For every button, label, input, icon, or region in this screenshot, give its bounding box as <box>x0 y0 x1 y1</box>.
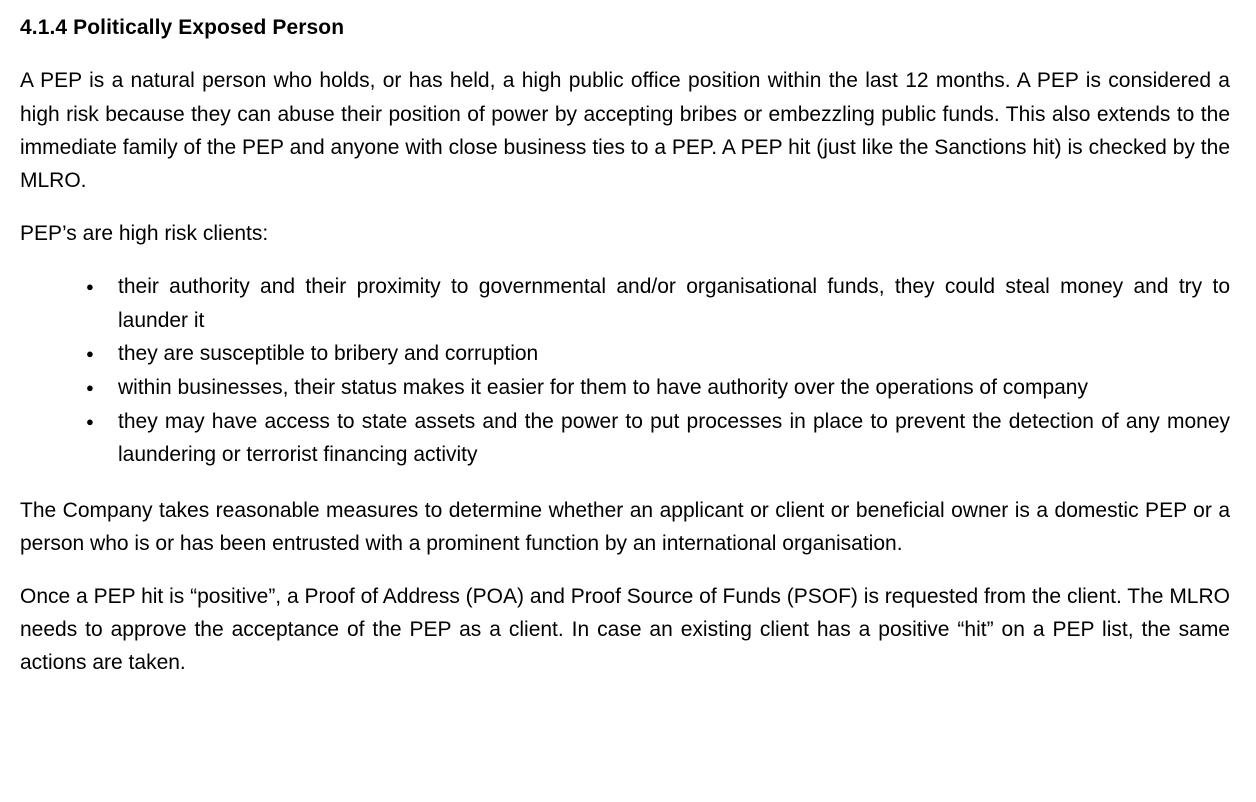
section-heading: 4.1.4 Politically Exposed Person <box>20 16 345 39</box>
list-item: ● they are susceptible to bribery and corruption <box>20 337 1230 371</box>
high-risk-reasons-list <box>20 270 1230 472</box>
paragraph-reasonable-measures: The Company takes reasonable measures to determine whether an applicant or client or beneficial owner is a domestic PEP or a person who is or has been entrusted with a prominent function by an international organisation. <box>20 498 1230 555</box>
list-item: ● their authority and their proximity to governmental and/or organisational funds, they could steal money and try to launder it <box>20 270 1230 337</box>
paragraph-high-risk-intro: PEP’s are high risk clients: <box>20 222 269 246</box>
list-item: ● they may have access to state assets and the power to put processes in place to prevent the detection of any money laundering or terrorist financing activity <box>20 405 1230 472</box>
paragraph-positive-hit-actions: Once a PEP hit is “positive”, a Proof of Address (POA) and Proof Source of Funds (PSOF) is requested from the client. The MLRO needs to approve the acceptance of the PEP as a client. In case an existing client has a positive “hit” on a PEP list, the same actions are taken. <box>20 585 1230 675</box>
list-item: ● within businesses, their status makes it easier for them to have authority over the operations of company <box>20 371 1230 405</box>
paragraph-pep-definition: A PEP is a natural person who holds, or has held, a high public office position within the last 12 months. A PEP is considered a high risk because they can abuse their position of power by accepting bribes or embezzling public funds. This also extends to the immediate family of the PEP and anyone with close business ties to a PEP. A PEP hit (just like the Sanctions hit) is checked by the MLRO. <box>20 69 1230 192</box>
